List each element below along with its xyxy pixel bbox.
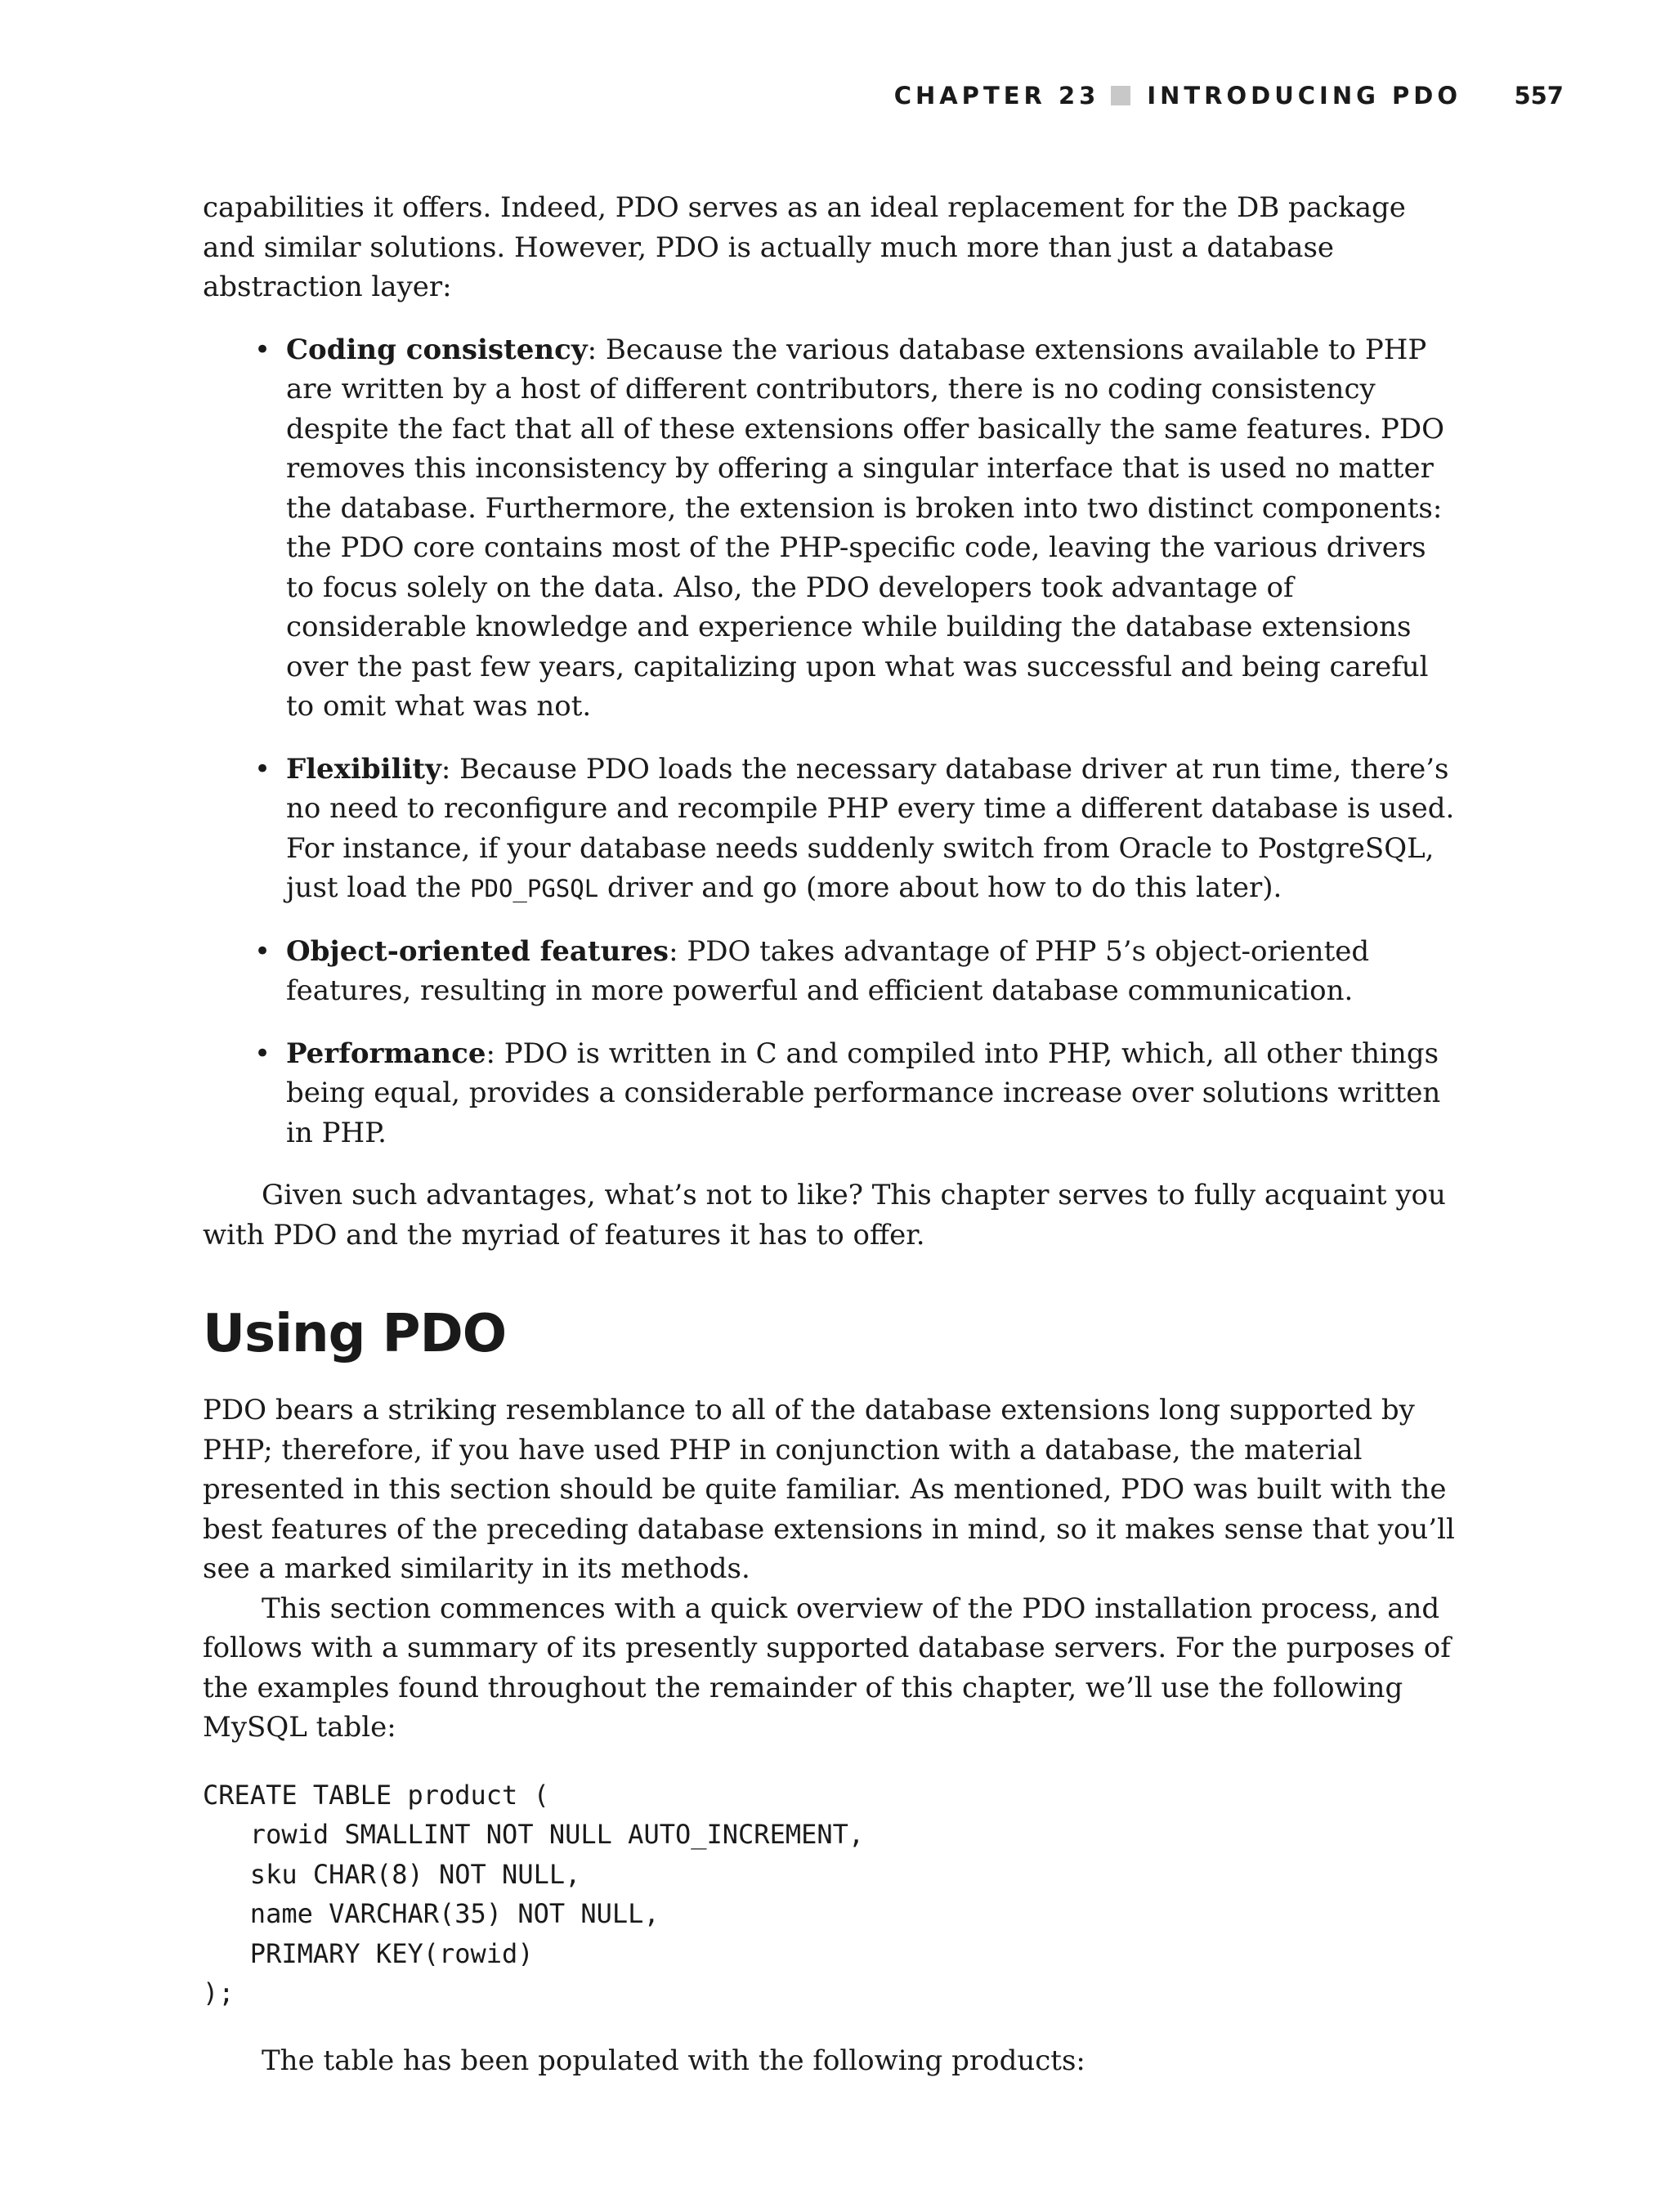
code-block: CREATE TABLE product ( rowid SMALLINT NOT NULL AUTO_INCREMENT, sku CHAR(8) NOT NULL, name VARCHAR(35) NOT NULL, PRIMARY KEY(rowid) ); [203,1779,865,2008]
feature-list [203,330,1461,1153]
bullet-icon: • [254,934,271,968]
list-item-text: : PDO is written in C and compiled into PHP, which, all other things being equal, provides a considerable performance increase over solutions written in PHP. [286,1037,1441,1149]
list-item-term: Object-oriented features [286,934,669,968]
list-item-term: Performance [286,1037,486,1070]
list-item-performance [203,1034,1461,1153]
list-item-object-oriented [203,932,1461,1011]
chapter-label: CHAPTER 23 [893,82,1100,110]
header-separator-icon [1111,86,1130,105]
list-item-term: Coding consistency [286,333,588,366]
page-body [203,188,1461,2080]
section-heading: Using PDO [203,1304,507,1364]
bullet-icon: • [254,1037,271,1070]
list-item-flexibility [203,750,1461,909]
bullet-icon: • [254,752,271,786]
list-item-text: : Because the various database extensions available to PHP are written by a host of different contributors, there is no coding consistency despite the fact that all of these extensions offer basically the same features. PDO removes this inconsistency by offering a singular interface that is used no matter the database. Furthermore, the extension is broken into two distinct components: the PDO core contains most of the PHP-specific code, leaving the various drivers to focus solely on the data. Also, the PDO developers took advantage of considerable knowledge and experience while building the database extensions over the past few years, capitalizing upon what was successful and being careful to omit what was not. [286,333,1444,723]
running-head [0,82,1674,116]
list-item-text-after: driver and go (more about how to do this later). [598,871,1282,904]
page-number: 557 [1514,82,1564,110]
chapter-header [894,82,1461,110]
closing-paragraph: Given such advantages, what’s not to like? This chapter serves to fully acquaint you with PDO and the myriad of features it has to offer. [203,1179,1446,1252]
list-item-text: : Because PDO loads the necessary database driver at run time, there’s no need to reconfigure and recompile PHP every time a different database is used. For instance, if your database needs suddenly switch from Oracle to PostgreSQL, just load the [286,752,1455,904]
section-paragraph-1: PDO bears a striking resemblance to all of the database extensions long supported by PHP; therefore, if you have used PHP in conjunction with a database, the material presented in this section should be quite familiar. As mentioned, PDO was built with the best features of the preceding database extensions in mind, so it makes sense that you’ll see a marked similarity in its methods. [203,1394,1455,1585]
intro-paragraph: capabilities it offers. Indeed, PDO serves as an ideal replacement for the DB package and similar solutions. However, PDO is actually much more than just a database abstraction layer: [203,191,1406,303]
list-item-text: : PDO takes advantage of PHP 5’s object-oriented features, resulting in more powerful and efficient database communication. [286,934,1370,1007]
section-paragraph-3: The table has been populated with the following products: [262,2044,1085,2077]
section-paragraph-2: This section commences with a quick overview of the PDO installation process, and follows with a summary of its presently supported database servers. For the purposes of the examples found throughout the remainder of this chapter, we’ll use the following MySQL table: [203,1592,1451,1744]
list-item-coding-consistency [203,330,1461,727]
list-item-term: Flexibility [286,752,441,786]
bullet-icon: • [254,333,271,366]
inline-code: PDO_PGSQL [470,875,599,902]
chapter-title: INTRODUCING PDO [1147,82,1461,110]
